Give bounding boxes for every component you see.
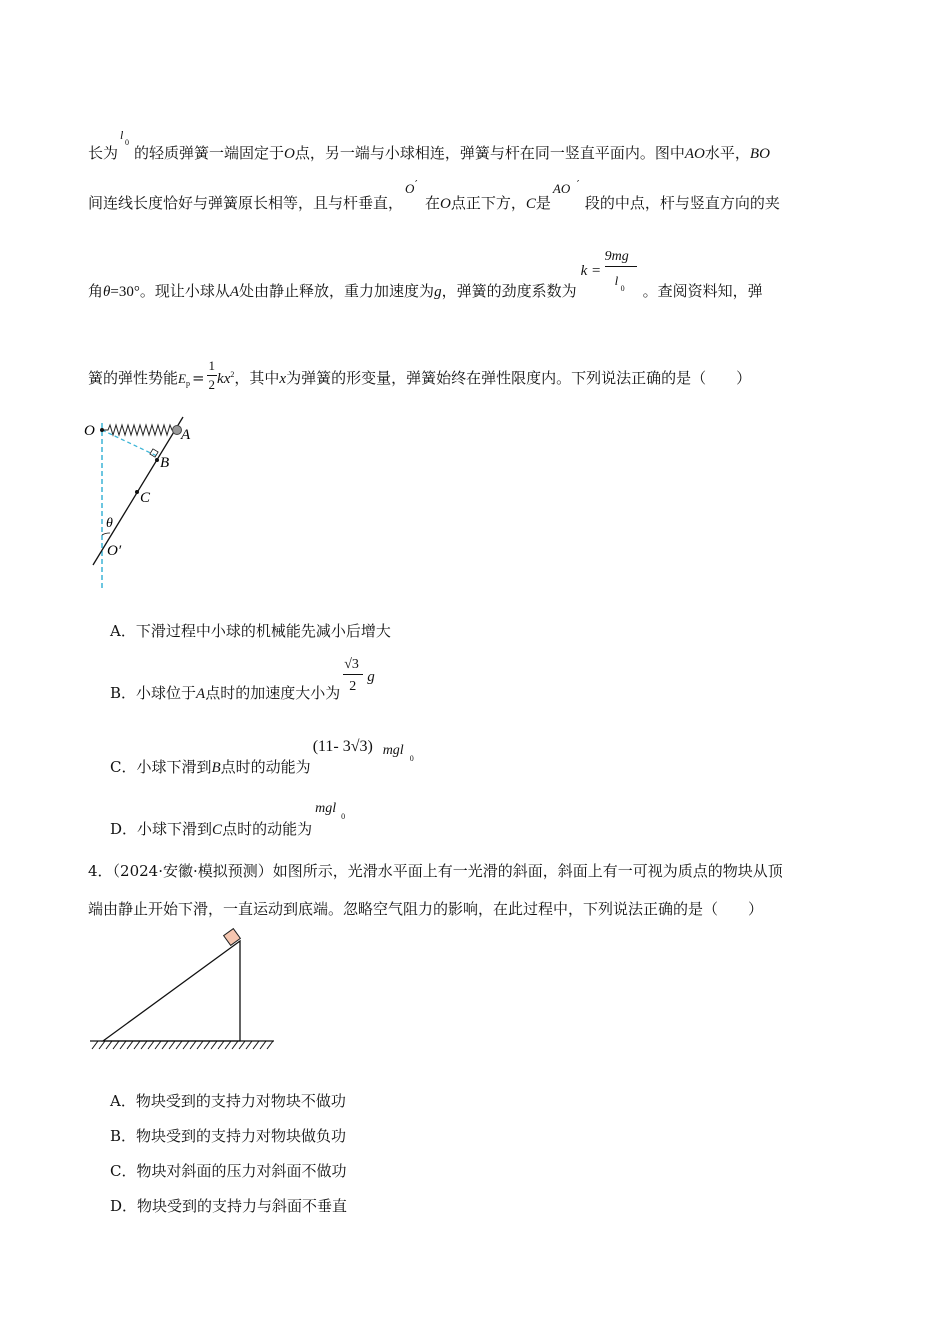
q4-option-d[interactable]	[110, 1195, 347, 1217]
q3-option-a[interactable]	[110, 620, 391, 642]
text: 。查阅资料知，弹	[642, 282, 763, 300]
q3-line-4	[88, 357, 752, 395]
option-label: C．	[110, 758, 137, 776]
option-label: D．	[110, 820, 138, 838]
option-text: 下滑过程中小球的机械能先减小后增大	[135, 622, 391, 640]
k-fraction-bar	[605, 266, 637, 267]
frac-num: √3	[344, 657, 359, 672]
label-Oprime: O′	[107, 543, 122, 559]
text: 小球下滑到	[137, 820, 213, 838]
sym-A: A	[196, 686, 206, 702]
text: 间连线长度恰好与弹簧原长相等，且与杆垂直，	[88, 194, 404, 212]
kx: kx	[217, 371, 231, 387]
q4-option-c[interactable]	[110, 1160, 347, 1182]
l0-l: l	[120, 128, 124, 142]
kinetic-energy-expr	[311, 738, 421, 772]
frac-den: 2	[349, 679, 357, 694]
text: 长为	[88, 144, 119, 162]
point-O	[100, 428, 104, 432]
ground-hatch	[92, 1041, 273, 1049]
q4-line-1: 4．（2024·安徽·模拟预测）如图所示，光滑水平面上有一光滑的斜面，斜面上有一可视为质点的物块从顶	[88, 862, 783, 880]
text: 簧的弹性势能	[88, 369, 179, 387]
text: 为弹簧的形变量，弹簧始终在弹性限度内。下列说法正确的是（ ）	[286, 369, 752, 387]
label-C: C	[140, 490, 151, 506]
q3-option-c[interactable]	[110, 738, 421, 779]
option-label: C．	[110, 1162, 137, 1180]
k-formula	[577, 249, 643, 296]
sym-x: x	[279, 371, 287, 387]
k-den-sub: 0	[620, 284, 625, 293]
text: 点时的加速度大小为	[205, 684, 341, 702]
label-O: O	[84, 423, 95, 439]
q3-line-1	[88, 128, 770, 165]
expr-sub: 0	[341, 812, 346, 821]
text: 段的中点，杆与竖直方向的夹	[584, 194, 780, 212]
label-theta: θ	[106, 516, 113, 531]
option-label: A．	[110, 622, 136, 640]
label-B: B	[160, 455, 170, 471]
Op-O: O	[405, 181, 415, 196]
text: 是	[535, 194, 551, 212]
Op-prime: ′	[415, 178, 418, 191]
option-text: 物块受到的支持力与斜面不垂直	[137, 1197, 348, 1215]
q4-line-2: 端由静止开始下滑，一直运动到底端。忽略空气阻力的影响，在此过程中，下列说法正确的是（ ）	[88, 900, 764, 918]
text: ，其中	[234, 369, 280, 387]
q4-figure	[86, 925, 281, 1053]
sym-g: g	[367, 669, 375, 685]
text: 角	[88, 282, 104, 300]
k-num: 9mg	[604, 249, 629, 264]
kx-sup: 2	[230, 370, 235, 379]
q3-option-b[interactable]	[110, 657, 380, 705]
spring	[102, 425, 176, 435]
option-label: B．	[110, 684, 137, 702]
text: 的轻质弹簧一端固定于	[134, 144, 285, 162]
point-B	[155, 458, 159, 462]
q4-option-a[interactable]	[110, 1090, 346, 1112]
option-label: A．	[110, 1092, 136, 1110]
q3-figure	[80, 405, 210, 595]
sym-B: B	[211, 760, 221, 776]
q4-option-b[interactable]	[110, 1125, 346, 1147]
half-fraction	[207, 357, 218, 394]
l0-symbol	[118, 128, 134, 158]
sym-AO: AO	[684, 146, 705, 162]
incline	[103, 941, 240, 1041]
sym-g: g	[434, 284, 442, 300]
text: ，弹簧的劲度系数为	[441, 282, 577, 300]
half-num: 1	[207, 357, 218, 376]
ep: E	[178, 371, 186, 386]
label-A: A	[181, 427, 191, 443]
text: 。现让小球从	[139, 282, 230, 300]
expr-paren: (11- 3√3)	[312, 738, 373, 755]
sqrt3-over-2-g	[340, 657, 380, 698]
AOp-AO: AO	[552, 181, 571, 196]
fraction-bar	[343, 674, 363, 675]
sym-A: A	[229, 284, 240, 300]
sym-C: C	[525, 196, 536, 212]
ep-sub: p	[185, 379, 190, 388]
half-den: 2	[208, 376, 216, 392]
option-text: 物块受到的支持力对物块不做功	[135, 1092, 346, 1110]
k-den: l	[614, 273, 619, 288]
Oprime-symbol	[403, 178, 425, 208]
text: 点时的动能为	[220, 758, 311, 776]
option-text: 物块受到的支持力对物块做负功	[136, 1127, 347, 1145]
text: 点，另一端与小球相连，弹簧与杆在同一竖直平面内。图中	[294, 144, 685, 162]
sym-O: O	[284, 146, 295, 162]
option-label: B．	[110, 1127, 137, 1145]
text: 小球下滑到	[136, 758, 212, 776]
expr-mgl: mgl	[382, 743, 404, 758]
text: 小球位于	[136, 684, 197, 702]
sym-BO: BO	[749, 146, 770, 162]
text: 处由静止释放，重力加速度为	[239, 282, 435, 300]
text: 水平，	[704, 144, 750, 162]
eq-30: =30°	[110, 284, 140, 300]
text: 点正下方，	[450, 194, 526, 212]
eq-sign: =	[191, 369, 205, 387]
text: 点时的动能为	[222, 820, 313, 838]
theta-arc	[102, 533, 110, 535]
sym-theta: θ	[103, 284, 111, 300]
right-angle-mark	[150, 449, 158, 457]
k-lhs: k =	[580, 263, 602, 279]
AOprime-symbol	[551, 178, 585, 208]
l0-sub: 0	[125, 138, 130, 147]
q3-line-2	[88, 178, 780, 215]
mgl0-expr	[312, 801, 352, 834]
point-C	[135, 490, 139, 494]
text: 在	[425, 194, 441, 212]
expr-mgl: mgl	[315, 801, 337, 816]
option-text: 物块对斜面的压力对斜面不做功	[136, 1162, 347, 1180]
sym-O: O	[440, 196, 451, 212]
expr-sub: 0	[409, 754, 414, 763]
option-label: D．	[110, 1197, 138, 1215]
AOp-prime: ′	[576, 178, 580, 191]
q3-option-d[interactable]	[110, 801, 352, 841]
sym-C: C	[212, 822, 223, 838]
q3-line-3	[88, 249, 763, 303]
